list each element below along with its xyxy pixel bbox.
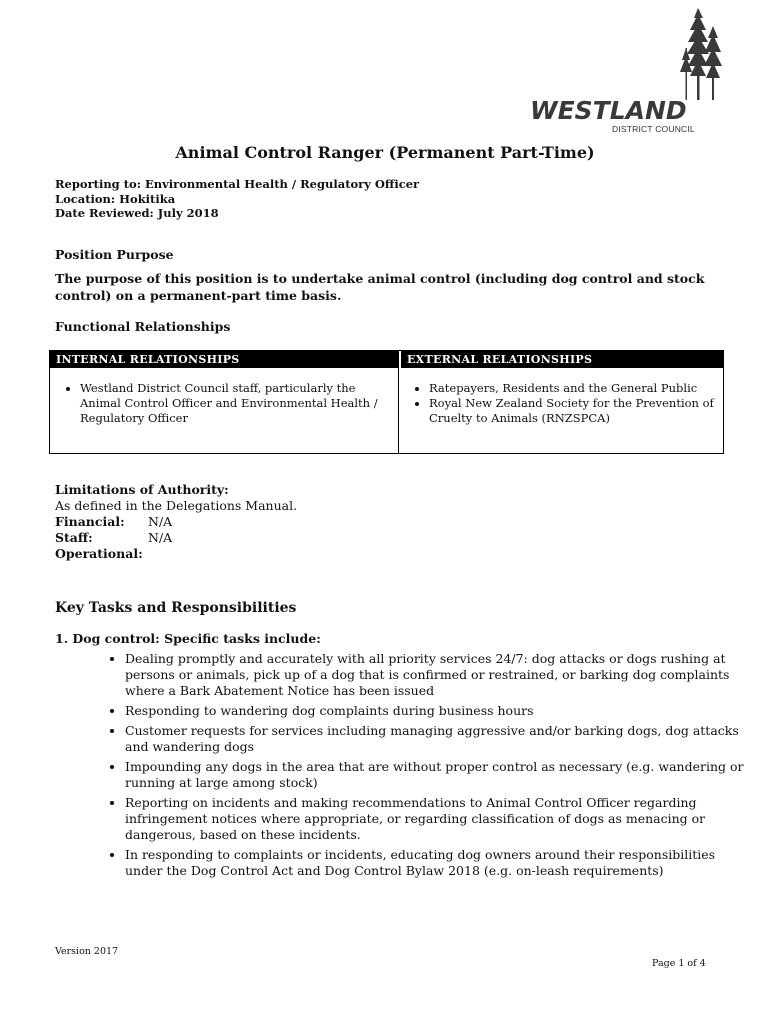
- westland-logo: [528, 8, 728, 133]
- financial-value: N/A: [148, 514, 173, 529]
- limitations-section: [55, 482, 297, 562]
- dog-control-heading: 1. Dog control: Specific tasks include:: [55, 631, 321, 646]
- limitations-heading: Limitations of Authority:: [55, 482, 229, 497]
- internal-header: INTERNAL RELATIONSHIPS: [56, 353, 240, 366]
- internal-item: • Westland District Council staff, particularly the Animal Control Officer and Environmental Health / Regulatory Officer: [80, 381, 380, 426]
- version-footer: Version 2017: [55, 946, 119, 957]
- key-tasks-heading: Key Tasks and Responsibilities: [55, 600, 297, 616]
- document-title: Animal Control Ranger (Permanent Part-Time): [175, 143, 595, 162]
- relationships-header: [50, 351, 723, 368]
- logo-subtitle: DISTRICT COUNCIL: [612, 124, 695, 134]
- relationships-body: [50, 368, 723, 453]
- external-header: EXTERNAL RELATIONSHIPS: [399, 351, 723, 368]
- financial-label: Financial:: [55, 514, 125, 529]
- operational-label: Operational:: [55, 546, 143, 561]
- external-cell: [399, 368, 723, 453]
- task-item: • Reporting on incidents and making recommendations to Animal Control Officer regarding infringement notices where appropriate, or regarding classification of dogs as menacing or dangerous, based on these incidents.: [125, 795, 745, 843]
- dog-control-tasks: [100, 651, 745, 883]
- external-item: • Ratepayers, Residents and the General Public: [429, 381, 719, 396]
- task-item: • Customer requests for services including managing aggressive and/or barking dogs, dog attacks and wandering dogs: [125, 723, 745, 755]
- date-reviewed: Date Reviewed: July 2018: [55, 206, 219, 220]
- page-number: Page 1 of 4: [652, 958, 706, 969]
- staff-row: [55, 530, 297, 546]
- task-item: • Responding to wandering dog complaints during business hours: [125, 703, 745, 719]
- position-meta: [55, 177, 419, 221]
- external-item: • Royal New Zealand Society for the Prevention of Cruelty to Animals (RNZSPCA): [429, 396, 719, 426]
- location: Location: Hokitika: [55, 191, 176, 206]
- functional-heading: Functional Relationships: [55, 319, 231, 334]
- staff-label: Staff:: [55, 530, 93, 545]
- internal-cell: [50, 368, 399, 453]
- relationships-table: [49, 350, 724, 454]
- purpose-text: The purpose of this position is to undertake animal control (including dog control and stock control) on a permanent-part time basis.: [55, 271, 705, 303]
- task-item: • In responding to complaints or incidents, educating dog owners around their responsibilities under the Dog Control Act and Dog Control Bylaw 2018 (e.g. on-leash requirements): [125, 847, 745, 879]
- purpose-heading: Position Purpose: [55, 247, 174, 262]
- task-item: • Impounding any dogs in the area that are without proper control as necessary (e.g. wandering or running at large among stock): [125, 759, 745, 791]
- financial-row: [55, 514, 297, 530]
- logo-wordmark: WESTLAND: [530, 96, 687, 125]
- limitations-text: As defined in the Delegations Manual.: [55, 498, 298, 513]
- reporting-to: Reporting to: Environmental Health / Regulatory Officer: [55, 177, 420, 191]
- trees-icon: [668, 8, 728, 103]
- task-item: • Dealing promptly and accurately with all priority services 24/7: dog attacks or dogs rushing at persons or animals, pick up of a dog that is confirmed or restrained, or barking dog complaints where a Bark Abatement Notice has been issued: [125, 651, 745, 699]
- staff-value: N/A: [148, 530, 173, 545]
